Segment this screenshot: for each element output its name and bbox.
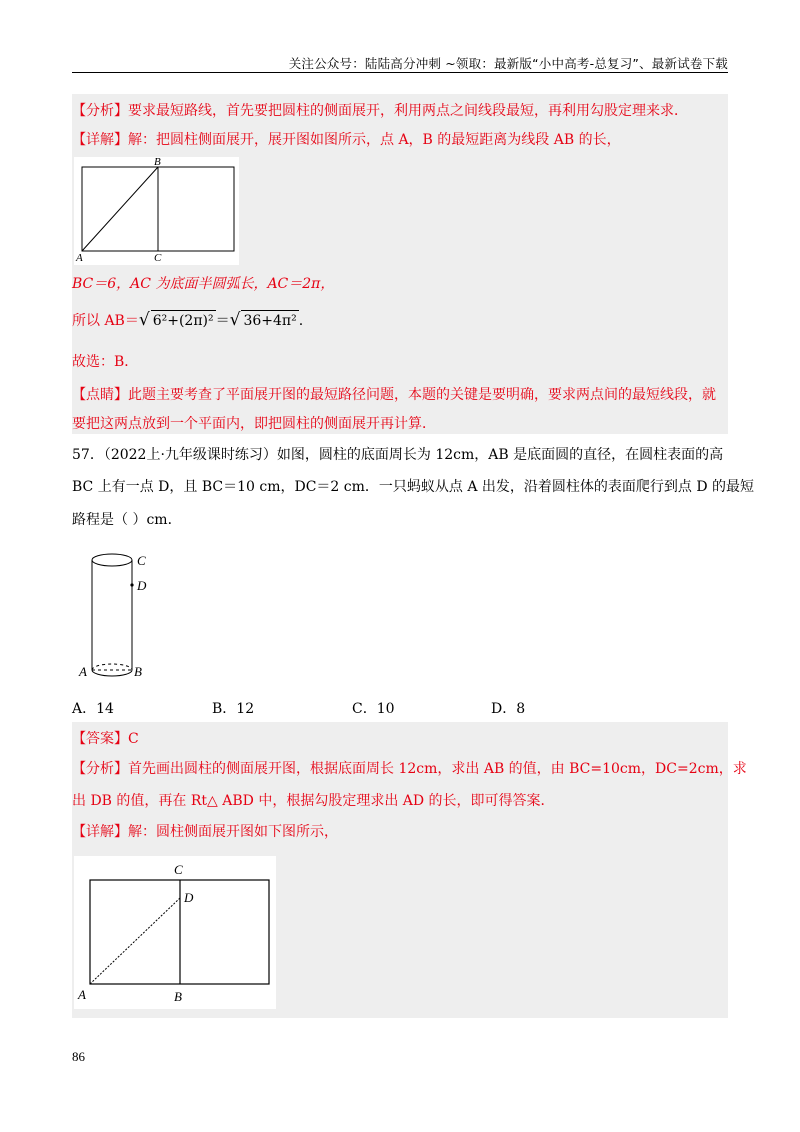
cylinder-figure (76, 548, 156, 683)
q57-analysis-2: 出 DB 的值，再在 Rt△ ABD 中，根据勾股定理求出 AD 的长，即可得答案． (72, 793, 555, 809)
label-b: B (154, 157, 161, 168)
label-d: D (184, 890, 194, 905)
header-rule (72, 72, 728, 73)
prev-detail: 【详解】解：把圆柱侧面展开，展开图如图所示，点 A，B 的最短距离为线段 AB 的长， (72, 132, 621, 148)
q57-analysis-1: 【分析】首先画出圆柱的侧面展开图，根据底面周长 12cm，求出 AB 的值，由 BC=10cm，DC=2cm，求 (72, 761, 747, 777)
q57-unfold-figure (74, 856, 276, 1009)
option-a: A．14 (72, 701, 114, 717)
label-d: D (137, 578, 147, 593)
prev-comment-1: 【点睛】此题主要考查了平面展开图的最短路径问题，本题的关键是要明确，要求两点间的最短线段，就 (72, 387, 716, 403)
label-c: C (154, 252, 162, 264)
option-d: D．8 (491, 701, 526, 717)
prev-comment-2: 要把这两点放到一个平面内，即把圆柱的侧面展开再计算． (72, 416, 436, 432)
q57-line1: 57．（2022上·九年级课时练习）如图，圆柱的底面周长为 12cm，AB 是底面圆的直径，在圆柱表面的高 (72, 447, 724, 463)
page-header: 关注公众号：陆陆高分冲刺 ~领取：最新版“小中高考-总复习”、最新试卷下载 (288, 56, 728, 71)
prev-so-line: 所以 AB＝√ 6²+(2π)² ＝√ 36+4π² . (72, 310, 304, 330)
label-a: A (76, 252, 83, 264)
option-c: C．10 (352, 701, 395, 717)
option-b: B．12 (212, 701, 255, 717)
q57-line3: 路程是（ ）cm． (72, 512, 182, 528)
prev-analysis: 【分析】要求最短路线，首先要把圆柱的侧面展开，利用两点之间线段最短，再利用勾股定理来求． (72, 103, 688, 119)
q57-detail: 【详解】解：圆柱侧面展开图如下图所示， (72, 824, 338, 840)
q57-answer: 【答案】C (72, 731, 139, 747)
prev-bc-line: BC＝6，AC 为底面半圆弧长，AC＝2π， (72, 276, 335, 292)
label-b: B (174, 989, 182, 1004)
page-number: 86 (72, 1049, 85, 1064)
label-c: C (137, 553, 146, 568)
label-a: A (78, 987, 86, 1002)
label-a: A (79, 664, 87, 679)
prev-choice: 故选：B． (72, 354, 139, 370)
prev-unfold-figure (74, 157, 239, 265)
label-c: C (174, 862, 183, 877)
q57-line2: BC 上有一点 D，且 BC＝10 cm，DC＝2 cm．一只蚂蚁从点 A 出发，沿着圆柱体的表面爬行到点 D 的最短 (72, 479, 755, 495)
label-b: B (134, 664, 142, 679)
